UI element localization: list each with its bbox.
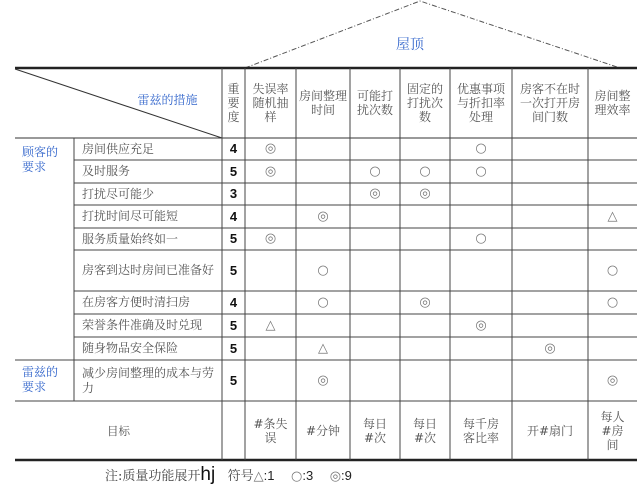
- relationship-symbol-icon: [350, 250, 400, 291]
- relationship-symbol-icon: [450, 183, 512, 205]
- relationship-symbol-icon: [512, 205, 588, 228]
- relationship-symbol-icon: ◎: [264, 163, 277, 179]
- relationship-symbol-icon: [400, 314, 450, 337]
- relationship-symbol-icon: [512, 291, 588, 314]
- legend-triangle-icon: △: [253, 469, 264, 484]
- relationship-symbol-icon: [296, 314, 350, 337]
- importance-cell: 5: [229, 372, 238, 388]
- relationship-symbol-icon: △: [607, 208, 618, 224]
- relationship-symbol-icon: ◎: [419, 294, 431, 310]
- target-4: 每日#次: [412, 416, 437, 445]
- relationship-symbol-icon: △: [265, 317, 276, 333]
- relationship-symbol-icon: [512, 314, 588, 337]
- relationship-symbol-icon: [450, 337, 512, 360]
- relationship-symbol-icon: [350, 337, 400, 360]
- importance-cell: 5: [229, 262, 238, 278]
- relationship-symbol-icon: [350, 228, 400, 250]
- relationship-symbol-icon: [296, 138, 350, 160]
- requirement-cell: 随身物品安全保险: [82, 341, 179, 355]
- relationship-symbol-icon: [400, 205, 450, 228]
- relationship-symbol-icon: ○: [369, 163, 381, 179]
- legend-circle-value: :3: [302, 468, 314, 483]
- relationship-symbol-icon: [512, 138, 588, 160]
- group-label-ritz: 雷兹的要求: [22, 365, 59, 394]
- relationship-symbol-icon: [450, 205, 512, 228]
- requirement-cell: 服务质量始终如一: [82, 231, 179, 246]
- relationship-symbol-icon: [350, 138, 400, 160]
- relationship-symbol-icon: [512, 183, 588, 205]
- relationship-symbol-icon: [450, 250, 512, 291]
- relationship-symbol-icon: [588, 228, 637, 250]
- relationship-symbol-icon: [400, 337, 450, 360]
- relationship-symbol-icon: ○: [606, 294, 619, 310]
- relationship-symbol-icon: ○: [475, 163, 487, 179]
- target-7: 每人#房间: [600, 409, 625, 452]
- corner-label: 雷兹的措施: [137, 93, 198, 107]
- relationship-symbol-icon: ◎: [419, 186, 431, 201]
- relationship-symbol-icon: △: [318, 340, 328, 356]
- requirement-cell: 打扰时间尽可能短: [82, 209, 179, 223]
- footnote-big: hj: [200, 464, 216, 485]
- relationship-symbol-icon: [512, 160, 588, 183]
- relationship-symbol-icon: [450, 360, 512, 401]
- relationship-symbol-icon: ◎: [264, 231, 277, 246]
- relationship-symbol-icon: [588, 183, 637, 205]
- target-1: #条失误: [253, 416, 288, 445]
- column-header-7: 房间整理效率: [594, 89, 631, 117]
- relationship-symbol-icon: ◎: [475, 317, 487, 333]
- importance-cell: 5: [229, 231, 238, 246]
- requirement-cell: 房间供应充足: [82, 141, 155, 156]
- relationship-symbol-icon: [350, 314, 400, 337]
- importance-cell: 4: [229, 208, 238, 224]
- relationship-symbol-icon: [400, 360, 450, 401]
- relationship-symbol-icon: [296, 160, 350, 183]
- column-header-5: 优惠事项与折扣率处理: [456, 82, 505, 124]
- requirement-cell: 及时服务: [82, 164, 131, 178]
- relationship-symbol-icon: [400, 228, 450, 250]
- target-5: 每千房客比率: [462, 416, 499, 445]
- importance-cell: 3: [229, 186, 238, 201]
- importance-cell: 5: [229, 317, 238, 333]
- legend-double-circle-icon: ◎: [329, 469, 342, 484]
- relationship-symbol-icon: [350, 205, 400, 228]
- requirement-cell: 打扰尽可能少: [82, 186, 155, 201]
- importance-header: 重要度: [227, 82, 240, 124]
- target-2: #分钟: [305, 423, 341, 438]
- relationship-symbol-icon: [512, 228, 588, 250]
- relationship-symbol-icon: [245, 183, 296, 205]
- relationship-symbol-icon: ○: [475, 141, 487, 156]
- relationship-symbol-icon: ◎: [264, 141, 277, 156]
- relationship-symbol-icon: [588, 138, 637, 160]
- relationship-symbol-icon: [245, 205, 296, 228]
- relationship-symbol-icon: ◎: [369, 186, 381, 201]
- relationship-symbol-icon: [588, 314, 637, 337]
- requirement-cell: 在房客方便时清扫房: [82, 295, 191, 309]
- footnote: [105, 464, 352, 486]
- relationship-symbol-icon: ○: [419, 163, 431, 179]
- requirement-cell: 房客到达时房间已准备好: [82, 263, 215, 277]
- relationship-symbol-icon: [588, 160, 637, 183]
- relationship-symbol-icon: ○: [317, 262, 329, 278]
- target-3: 每日#次: [362, 416, 387, 445]
- column-header-3: 可能打扰次数: [356, 89, 393, 117]
- relationship-symbol-icon: ◎: [317, 208, 329, 224]
- legend-triangle-value: :1: [263, 468, 275, 483]
- relationship-symbol-icon: ◎: [544, 340, 556, 356]
- column-header-4: 固定的打扰次数: [406, 82, 443, 124]
- target-label: 目标: [107, 423, 130, 438]
- relationship-symbol-icon: [512, 360, 588, 401]
- legend-double-circle-value: :9: [341, 468, 352, 483]
- requirement-cell: 减少房间整理的成本与劳力: [82, 365, 215, 395]
- column-header-2: 房间整理时间: [299, 89, 348, 117]
- relationship-symbol-icon: ◎: [317, 372, 329, 388]
- relationship-symbol-icon: ○: [317, 294, 329, 310]
- relationship-symbol-icon: ◎: [606, 372, 619, 388]
- relationship-symbol-icon: ○: [475, 231, 487, 246]
- relationship-symbol-icon: [245, 360, 296, 401]
- relationship-symbol-icon: [350, 291, 400, 314]
- column-header-1: 失误率随机抽样: [252, 82, 289, 124]
- importance-cell: 5: [229, 163, 238, 179]
- roof-label: 屋顶: [396, 37, 424, 53]
- legend-circle-icon: ○: [290, 469, 303, 484]
- importance-cell: 5: [229, 340, 238, 356]
- column-header-6: 房客不在时一次打开房间门数: [519, 82, 580, 124]
- importance-cell: 4: [229, 294, 238, 310]
- footnote-symbols-label: 符号: [227, 469, 254, 484]
- relationship-symbol-icon: [350, 360, 400, 401]
- relationship-symbol-icon: [400, 250, 450, 291]
- relationship-symbol-icon: ○: [606, 262, 619, 278]
- relationship-symbol-icon: [245, 291, 296, 314]
- footnote-prefix: 注:质量功能展开: [105, 469, 201, 484]
- relationship-symbol-icon: [245, 250, 296, 291]
- target-6: 开#扇门: [526, 423, 574, 438]
- importance-cell: 4: [229, 141, 238, 156]
- relationship-symbol-icon: [512, 250, 588, 291]
- relationship-symbol-icon: [400, 138, 450, 160]
- relationship-symbol-icon: [296, 228, 350, 250]
- group-label-customer: 顾客的要求: [22, 145, 59, 174]
- relationship-symbol-icon: [450, 291, 512, 314]
- relationship-symbol-icon: [296, 183, 350, 205]
- relationship-symbol-icon: [588, 337, 637, 360]
- relationship-symbol-icon: [245, 337, 296, 360]
- requirement-cell: 荣誉条件准确及时兑现: [82, 318, 203, 332]
